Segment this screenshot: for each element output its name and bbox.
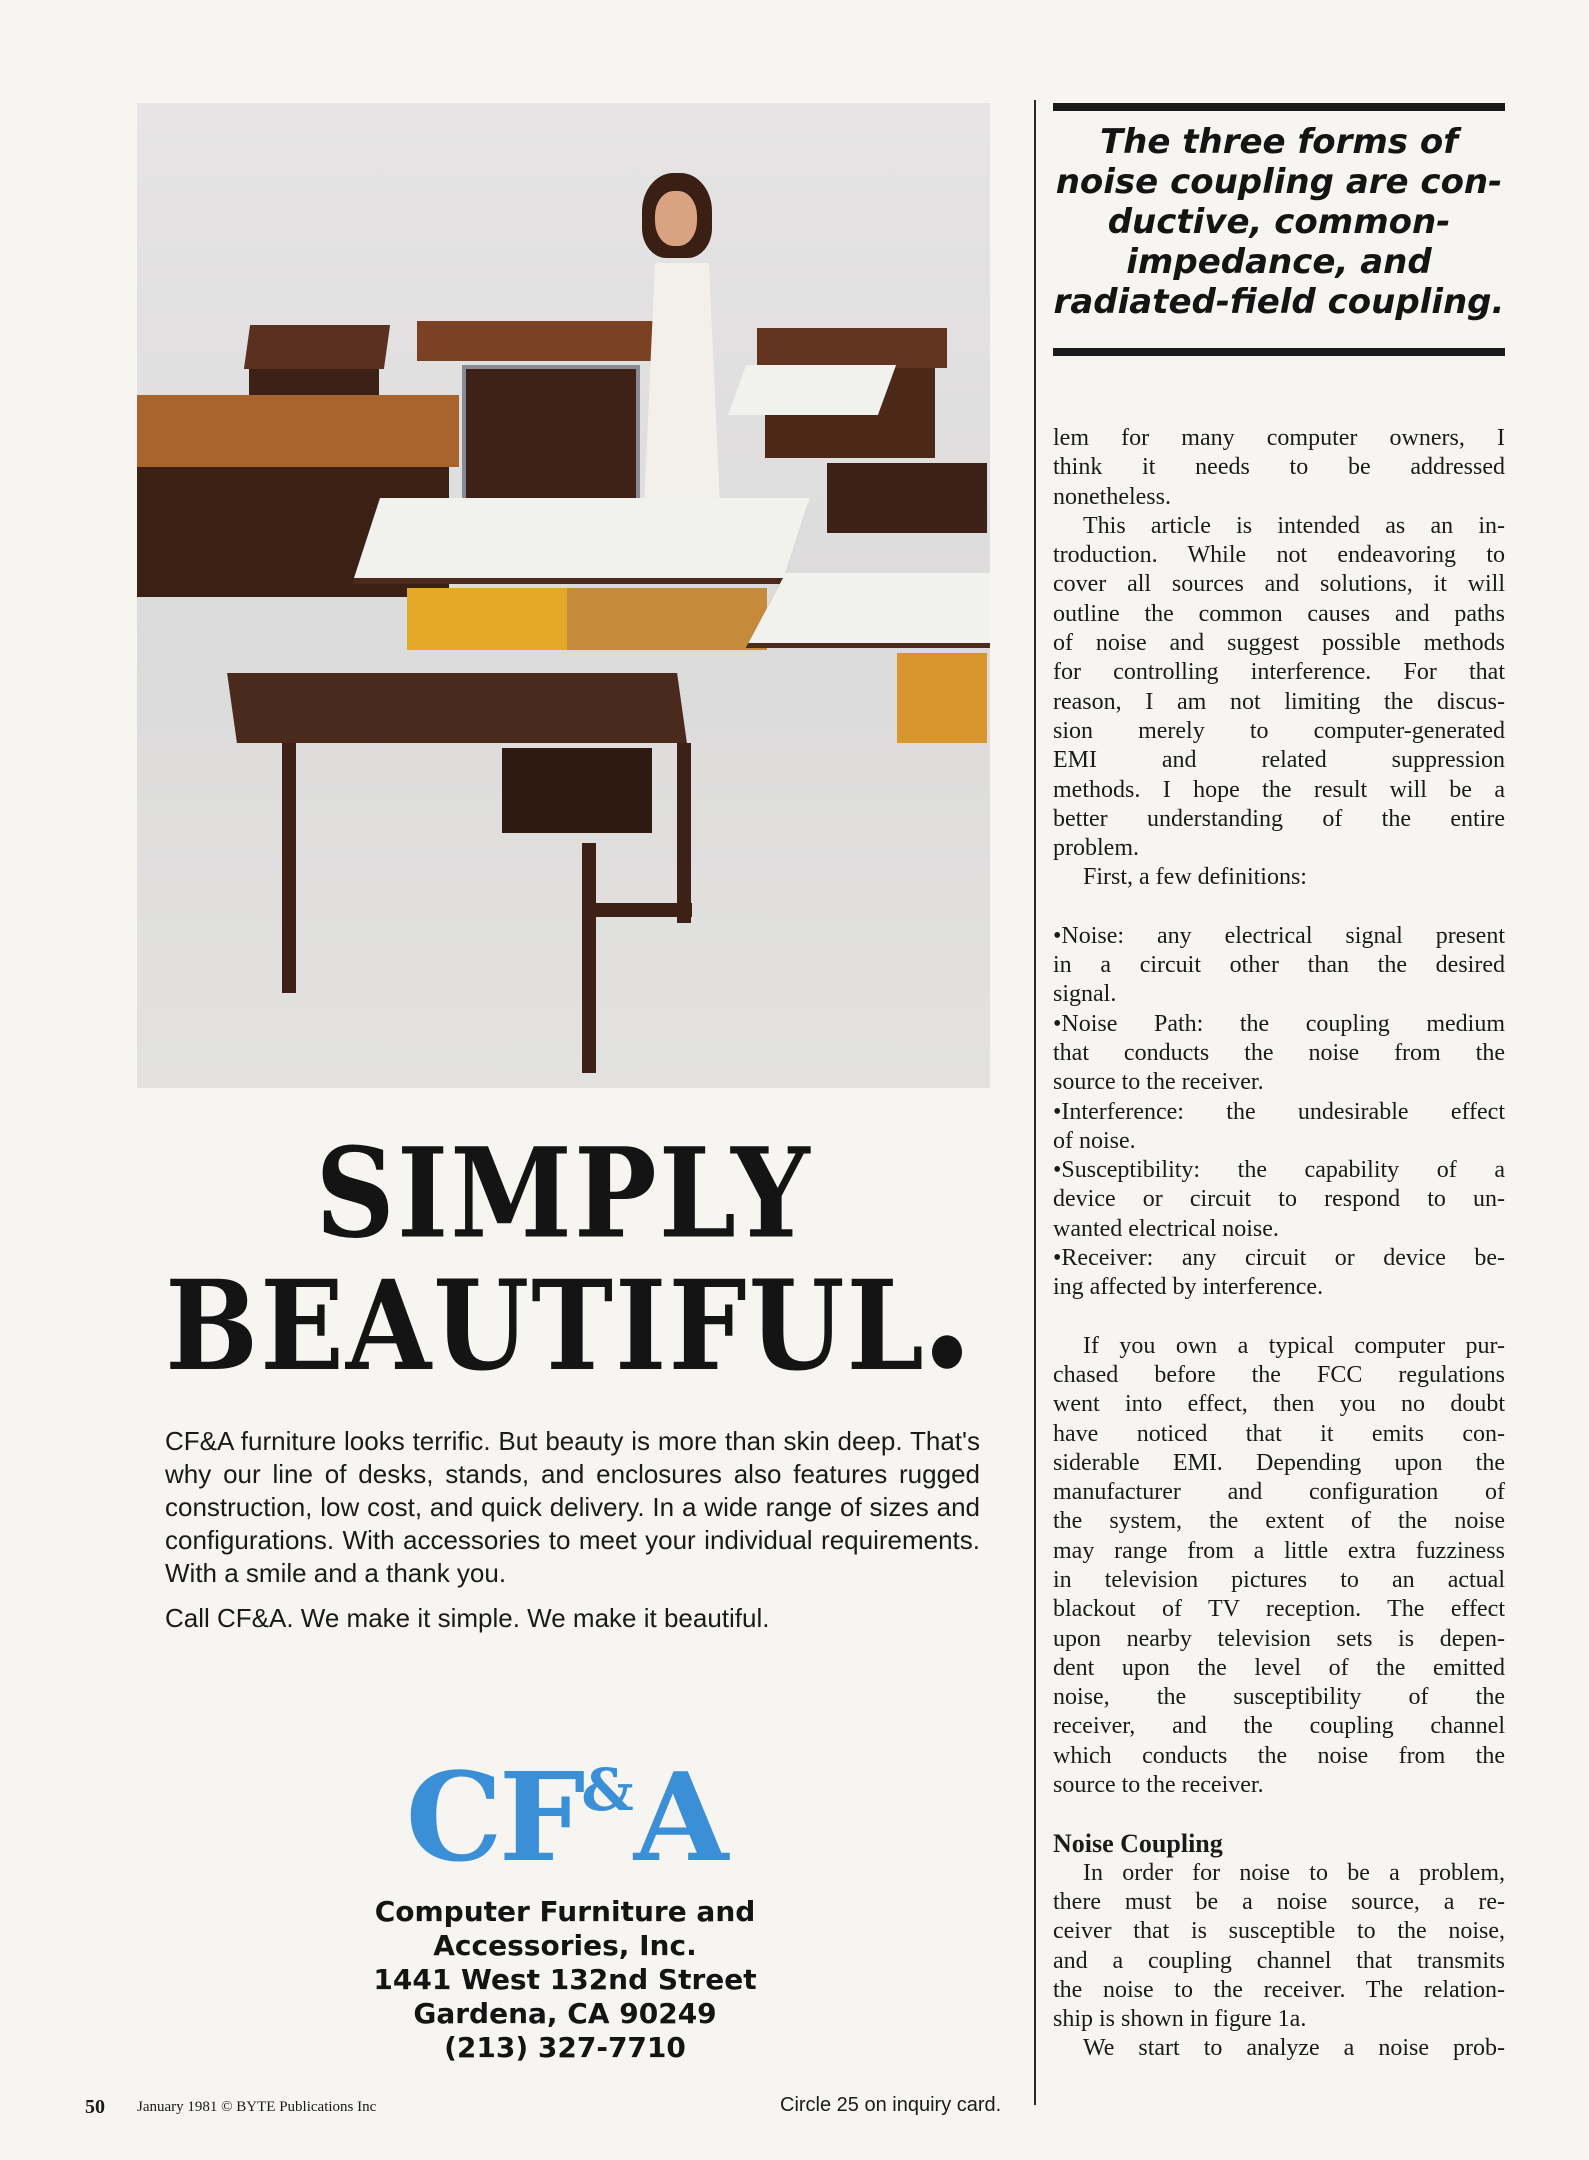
article-line: We start to analyze a noise prob- [1083,2035,1505,2062]
definition-line: in a circuit other than the desired [1053,952,1505,979]
ad-headline-line2: BEAUTIFUL [165,1253,926,1398]
definition-line: source to the receiver. [1053,1069,1264,1096]
ad-body-paragraph: Call CF&A. We make it simple. We make it beautiful. [165,1603,770,1633]
article-line: ceiver that is susceptible to the noise, [1053,1918,1505,1945]
company-line: Gardena, CA 90249 [413,1997,717,2030]
article-line: manufacturer and configuration of [1053,1479,1505,1506]
pull-quote [1053,122,1505,322]
pull-quote-line: radiated-field coupling. [1053,282,1505,322]
article-line: ship is shown in figure 1a. [1053,2006,1307,2033]
article-line: of noise and suggest possible methods [1053,630,1505,657]
ad-headline-line1: SIMPLY [315,1121,812,1266]
pull-quote-line: ductive, common- [1107,202,1451,242]
article-line: If you own a typical computer pur- [1083,1332,1505,1359]
pull-quote-line: noise coupling are con- [1055,162,1503,202]
definition-line: ing affected by interference. [1053,1274,1324,1301]
desk-back-left [244,325,390,369]
desk-back-center [417,321,677,361]
article-line: the system, the extent of the noise [1053,1508,1505,1535]
definition-line: •Noise: any electrical signal present [1053,922,1505,949]
page-number: 50 [85,2096,105,2118]
desk-white-center [354,498,810,578]
pull-quote-line: impedance, and [1126,242,1432,282]
pull-quote-rule-top [1053,103,1505,111]
article-line: think it needs to be addressed [1053,454,1505,481]
logo-right: A [633,1745,725,1889]
ad-headline-line2-wrap [137,1253,990,1398]
desk-walnut-top [227,673,687,743]
company-line: 1441 West 132nd Street [373,1963,757,1996]
desk-white-front-right [748,573,990,643]
inquiry-note: Circle 25 on inquiry card. [780,2094,1002,2116]
woman-face [655,191,697,246]
desk-walnut-drawer [502,748,652,833]
article-line: troduction. While not endeavoring to [1053,542,1505,569]
definition-line: wanted electrical noise. [1053,1215,1279,1242]
company-line: Computer Furniture and [374,1895,756,1928]
article-line: receiver, and the coupling channel [1053,1713,1505,1740]
article-line: lem for many computer owners, I [1053,425,1505,451]
ad-body-paragraph: CF&A furniture looks terrific. But beauty is more than skin deep. That's why our line of desks, stands, and enclosures also features rugged construction, low cost, and quick delivery. In a wide range of sizes and configurations. With accessories to meet your individual requirements. With a smile and a thank you. [165,1426,980,1588]
column-divider [1034,100,1036,2105]
desk-walnut-leg-bar [582,903,692,917]
ad-headline [137,1121,990,1398]
pull-quote-line: The three forms of [1099,122,1459,162]
furniture-photo [137,103,990,1088]
article-line: went into effect, then you no doubt [1053,1391,1505,1418]
spacer [1053,1303,1505,1332]
article-line: methods. I hope the result will be a [1053,776,1505,803]
article-line: which conducts the noise from the [1053,1742,1505,1769]
definition-line: device or circuit to respond to un- [1053,1186,1505,1213]
article-text [1053,424,1505,2064]
article-line: noise, the susceptibility of the [1053,1684,1505,1711]
definition-line: of noise. [1053,1127,1136,1154]
article-line: may range from a little extra fuzziness [1053,1537,1505,1564]
headline-period-dot [932,1335,962,1369]
article-line: problem. [1053,835,1139,862]
cfa-logo [355,1730,775,1889]
article-line: there must be a noise source, a re- [1053,1888,1505,1915]
definition-line: •Susceptibility: the capability of a [1053,1157,1505,1184]
spacer [1053,893,1505,922]
article-line: have noticed that it emits con- [1053,1420,1505,1447]
article-line: better understanding of the entire [1053,805,1505,832]
footer-credit: January 1981 © BYTE Publications Inc [137,2099,377,2115]
article-line: source to the receiver. [1053,1772,1264,1799]
spacer [1053,1800,1505,1829]
article-line: the noise to the receiver. The relation- [1053,1976,1505,2003]
desk-oak-top [137,395,459,467]
company-address [300,1895,830,2065]
definition-line: •Receiver: any circuit or device be- [1053,1245,1505,1272]
definition-line: that conducts the noise from the [1053,1039,1505,1066]
desk-walnut-leg-right [582,843,596,1073]
pull-quote-rule-bottom [1053,348,1505,356]
desk-front-right-panel [897,653,987,743]
desk-walnut-leg-far [677,743,691,923]
logo-left: CF [405,1745,582,1889]
article-line: nonetheless. [1053,483,1171,510]
article-line: outline the common causes and paths [1053,600,1505,627]
desk-back-right [757,328,947,368]
article-line: for controlling interference. For that [1053,659,1505,686]
definition-line: •Noise Path: the coupling medium [1053,1010,1505,1037]
article-line: upon nearby television sets is depen- [1053,1625,1505,1652]
article-line: dent upon the level of the emitted [1053,1654,1505,1681]
desk-white-right [728,365,896,415]
company-line: Accessories, Inc. [433,1929,697,1962]
article-line: in television pictures to an actual [1053,1566,1505,1593]
desk-walnut-leg-left [282,743,296,993]
section-heading: Noise Coupling [1053,1829,1223,1859]
article-line: and a coupling channel that transmits [1053,1947,1505,1974]
article-line: sion merely to computer-generated [1053,717,1505,744]
terminal-stand [827,463,987,533]
article-line: chased before the FCC regulations [1053,1361,1505,1388]
ad-body-copy [165,1425,980,1647]
article-line: In order for noise to be a problem, [1083,1859,1505,1886]
article-line: EMI and related suppression [1053,747,1505,774]
article-line: This article is intended as an in- [1083,512,1505,539]
article-line: First, a few definitions: [1083,864,1307,891]
article-line: cover all sources and solutions, it will [1053,571,1505,598]
logo-amp: & [581,1756,634,1824]
definition-line: signal. [1053,981,1117,1008]
drawer-yellow [407,588,567,650]
definition-line: •Interference: the undesirable effect [1053,1098,1505,1125]
article-line: siderable EMI. Depending upon the [1053,1449,1505,1476]
desk-white-center-base [567,588,767,650]
company-phone: (213) 327-7710 [444,2031,686,2064]
article-line: blackout of TV reception. The effect [1053,1596,1505,1623]
article-line: reason, I am not limiting the discus- [1053,688,1505,715]
